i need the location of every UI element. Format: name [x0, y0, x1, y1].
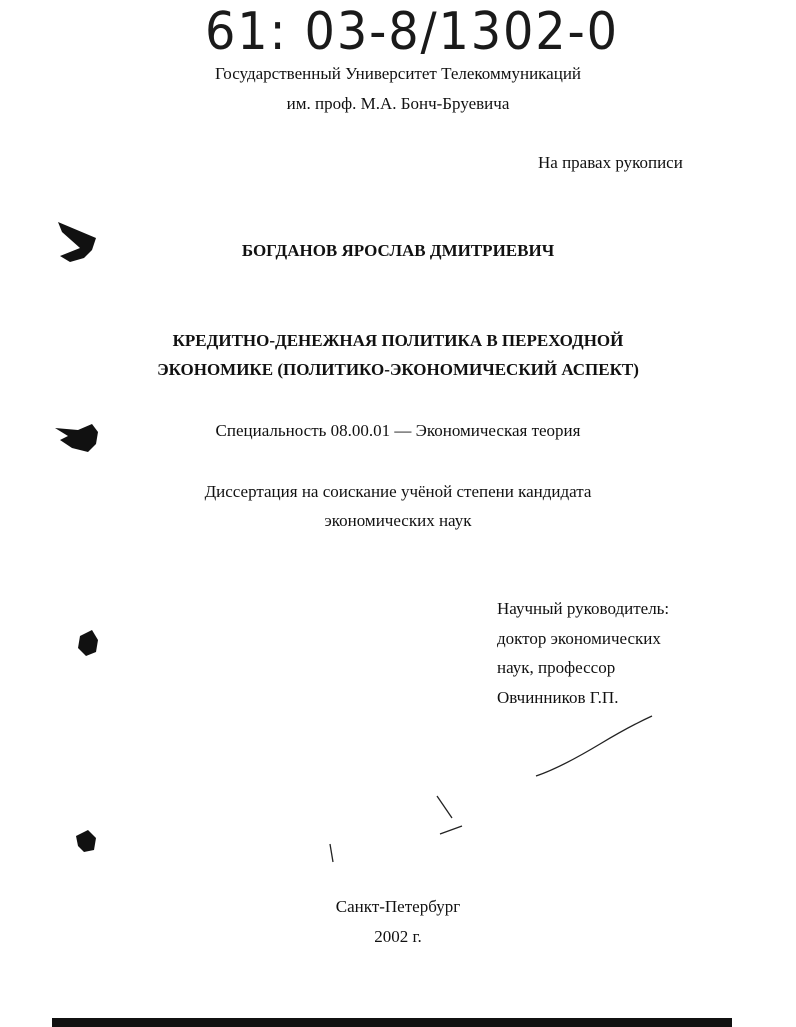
bottom-edge-shadow	[52, 1018, 732, 1027]
pen-stroke-short-1	[437, 796, 452, 818]
title-line-2: ЭКОНОМИКЕ (ПОЛИТИКО-ЭКОНОМИЧЕСКИЙ АСПЕКТ)	[157, 360, 639, 379]
supervisor-line-1: Научный руководитель:	[497, 599, 670, 618]
author-name: БОГДАНОВ ЯРОСЛАВ ДМИТРИЕВИЧ	[241, 241, 555, 260]
binding-mark-blot-1	[78, 630, 98, 656]
degree-line-2: экономических наук	[324, 511, 472, 530]
pen-stroke-long	[536, 716, 652, 776]
specialty: Специальность 08.00.01 — Экономическая теория	[215, 421, 581, 440]
year: 2002 г.	[374, 927, 422, 946]
title-line-1: КРЕДИТНО-ДЕНЕЖНАЯ ПОЛИТИКА В ПЕРЕХОДНОЙ	[172, 331, 624, 350]
institution-line-2: им. проф. М.А. Бонч-Бруевича	[286, 94, 510, 113]
degree-line-1: Диссертация на соискание учёной степени кандидата	[204, 482, 592, 501]
supervisor-name: Овчинников Г.П.	[497, 688, 619, 707]
city: Санкт-Петербург	[335, 897, 461, 916]
manuscript-note: На правах рукописи	[538, 153, 683, 172]
supervisor-line-2: доктор экономических	[497, 629, 661, 648]
handwritten-archive-code: 61: 03-8/1302-0	[205, 2, 619, 62]
supervisor-line-3: наук, профессор	[497, 658, 616, 677]
pen-stroke-short-2	[440, 826, 462, 834]
pen-stroke-short-3	[330, 844, 333, 862]
binding-mark-blot-2	[76, 830, 96, 852]
institution-line-1: Государственный Университет Телекоммуникаций	[214, 64, 582, 83]
